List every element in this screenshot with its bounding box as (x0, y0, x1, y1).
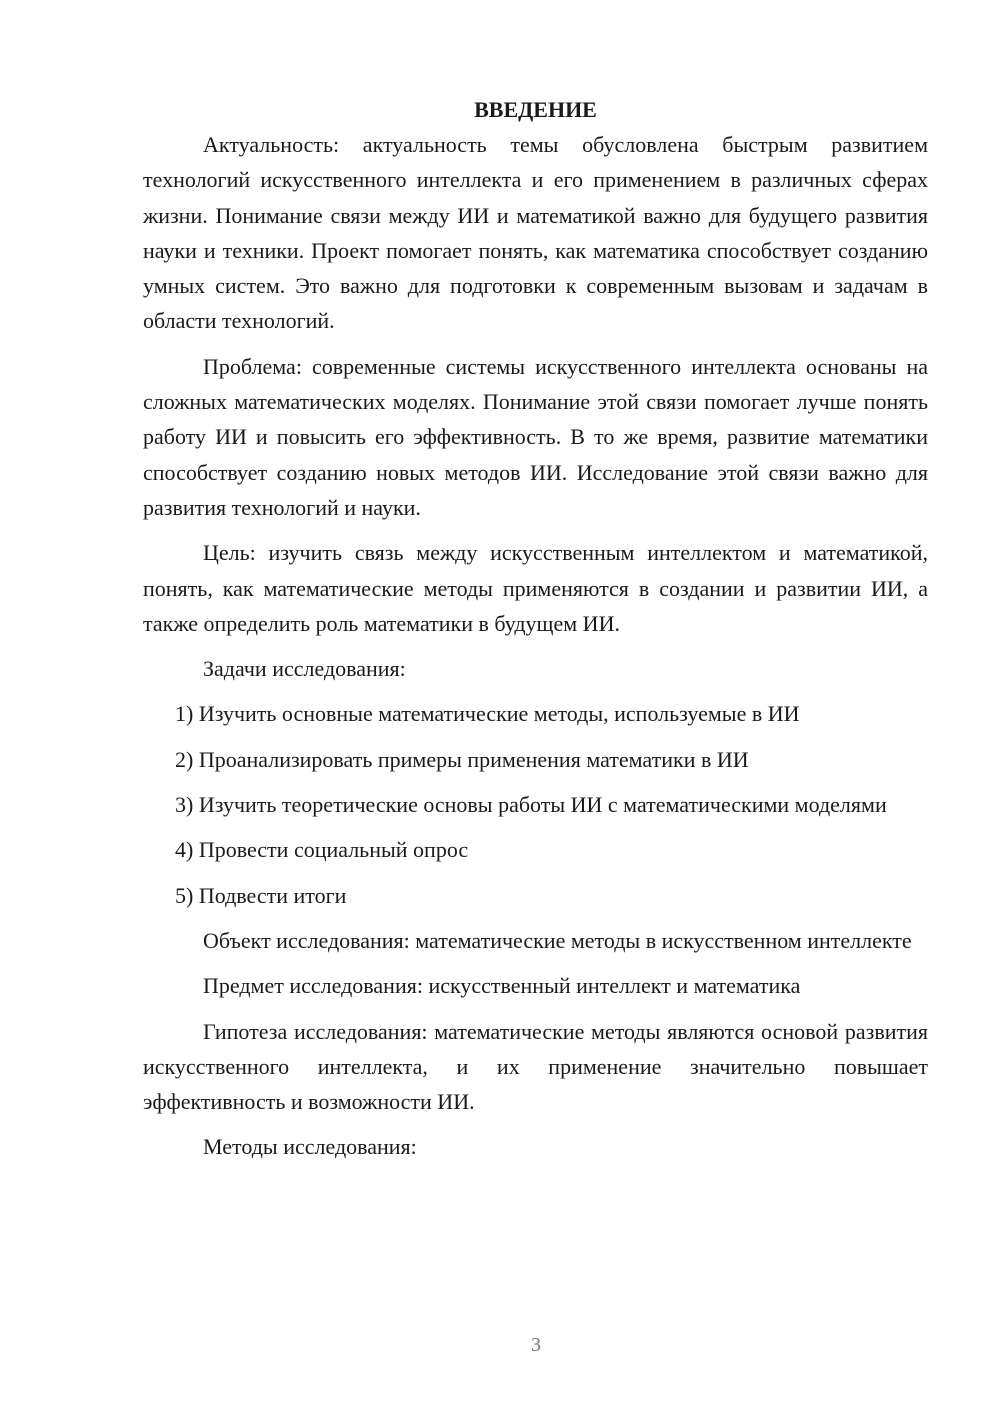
section-title: ВВЕДЕНИЕ (474, 97, 597, 122)
paragraph-relevance: Актуальность: актуальность темы обусловлена быстрым развитием технологий искусственного интеллекта и его применением в различных сферах жизни. Понимание связи между ИИ и математикой важно для будущего развития науки и техники. Проект помогает понять, как математика способствует созданию умных систем. Это важно для подготовки к современным вызовам и задачам в области технологий. (143, 132, 928, 334)
page-number: 3 (531, 1334, 541, 1356)
paragraph-goal: Цель: изучить связь между искусственным интеллектом и математикой, понять, как математические методы применяются в создании и развитии ИИ, а также определить роль математики в будущем ИИ. (143, 540, 928, 636)
methods-heading: Методы исследования: (203, 1134, 417, 1160)
task-item-2: 2) Проанализировать примеры применения математики в ИИ (175, 746, 749, 772)
task-item-3: 3) Изучить теоретические основы работы ИИ с математическими моделями (175, 792, 887, 818)
task-item-1: 1) Изучить основные математические методы, используемые в ИИ (175, 701, 800, 727)
paragraph-hypothesis: Гипотеза исследования: математические методы являются основой развития искусственного интеллекта, и их применение значительно повышает эффективность и возможности ИИ. (143, 1018, 928, 1115)
task-item-4: 4) Провести социальный опрос (175, 837, 469, 863)
task-item-5: 5) Подвести итоги (175, 882, 347, 908)
paragraph-object: Объект исследования: математические методы в искусственном интеллекте (203, 927, 912, 953)
paragraph-problem: Проблема: современные системы искусственного интеллекта основаны на сложных математических моделях. Понимание этой связи помогает лучше понять работу ИИ и повысить его эффективность. В то же время, развитие математики способствует созданию новых методов ИИ. Исследование этой связи важно для развития технологий и науки. (143, 353, 928, 520)
document-page (143, 92, 928, 1175)
tasks-heading: Задачи исследования: (203, 656, 406, 682)
paragraph-subject: Предмет исследования: искусственный интеллект и математика (203, 973, 801, 999)
